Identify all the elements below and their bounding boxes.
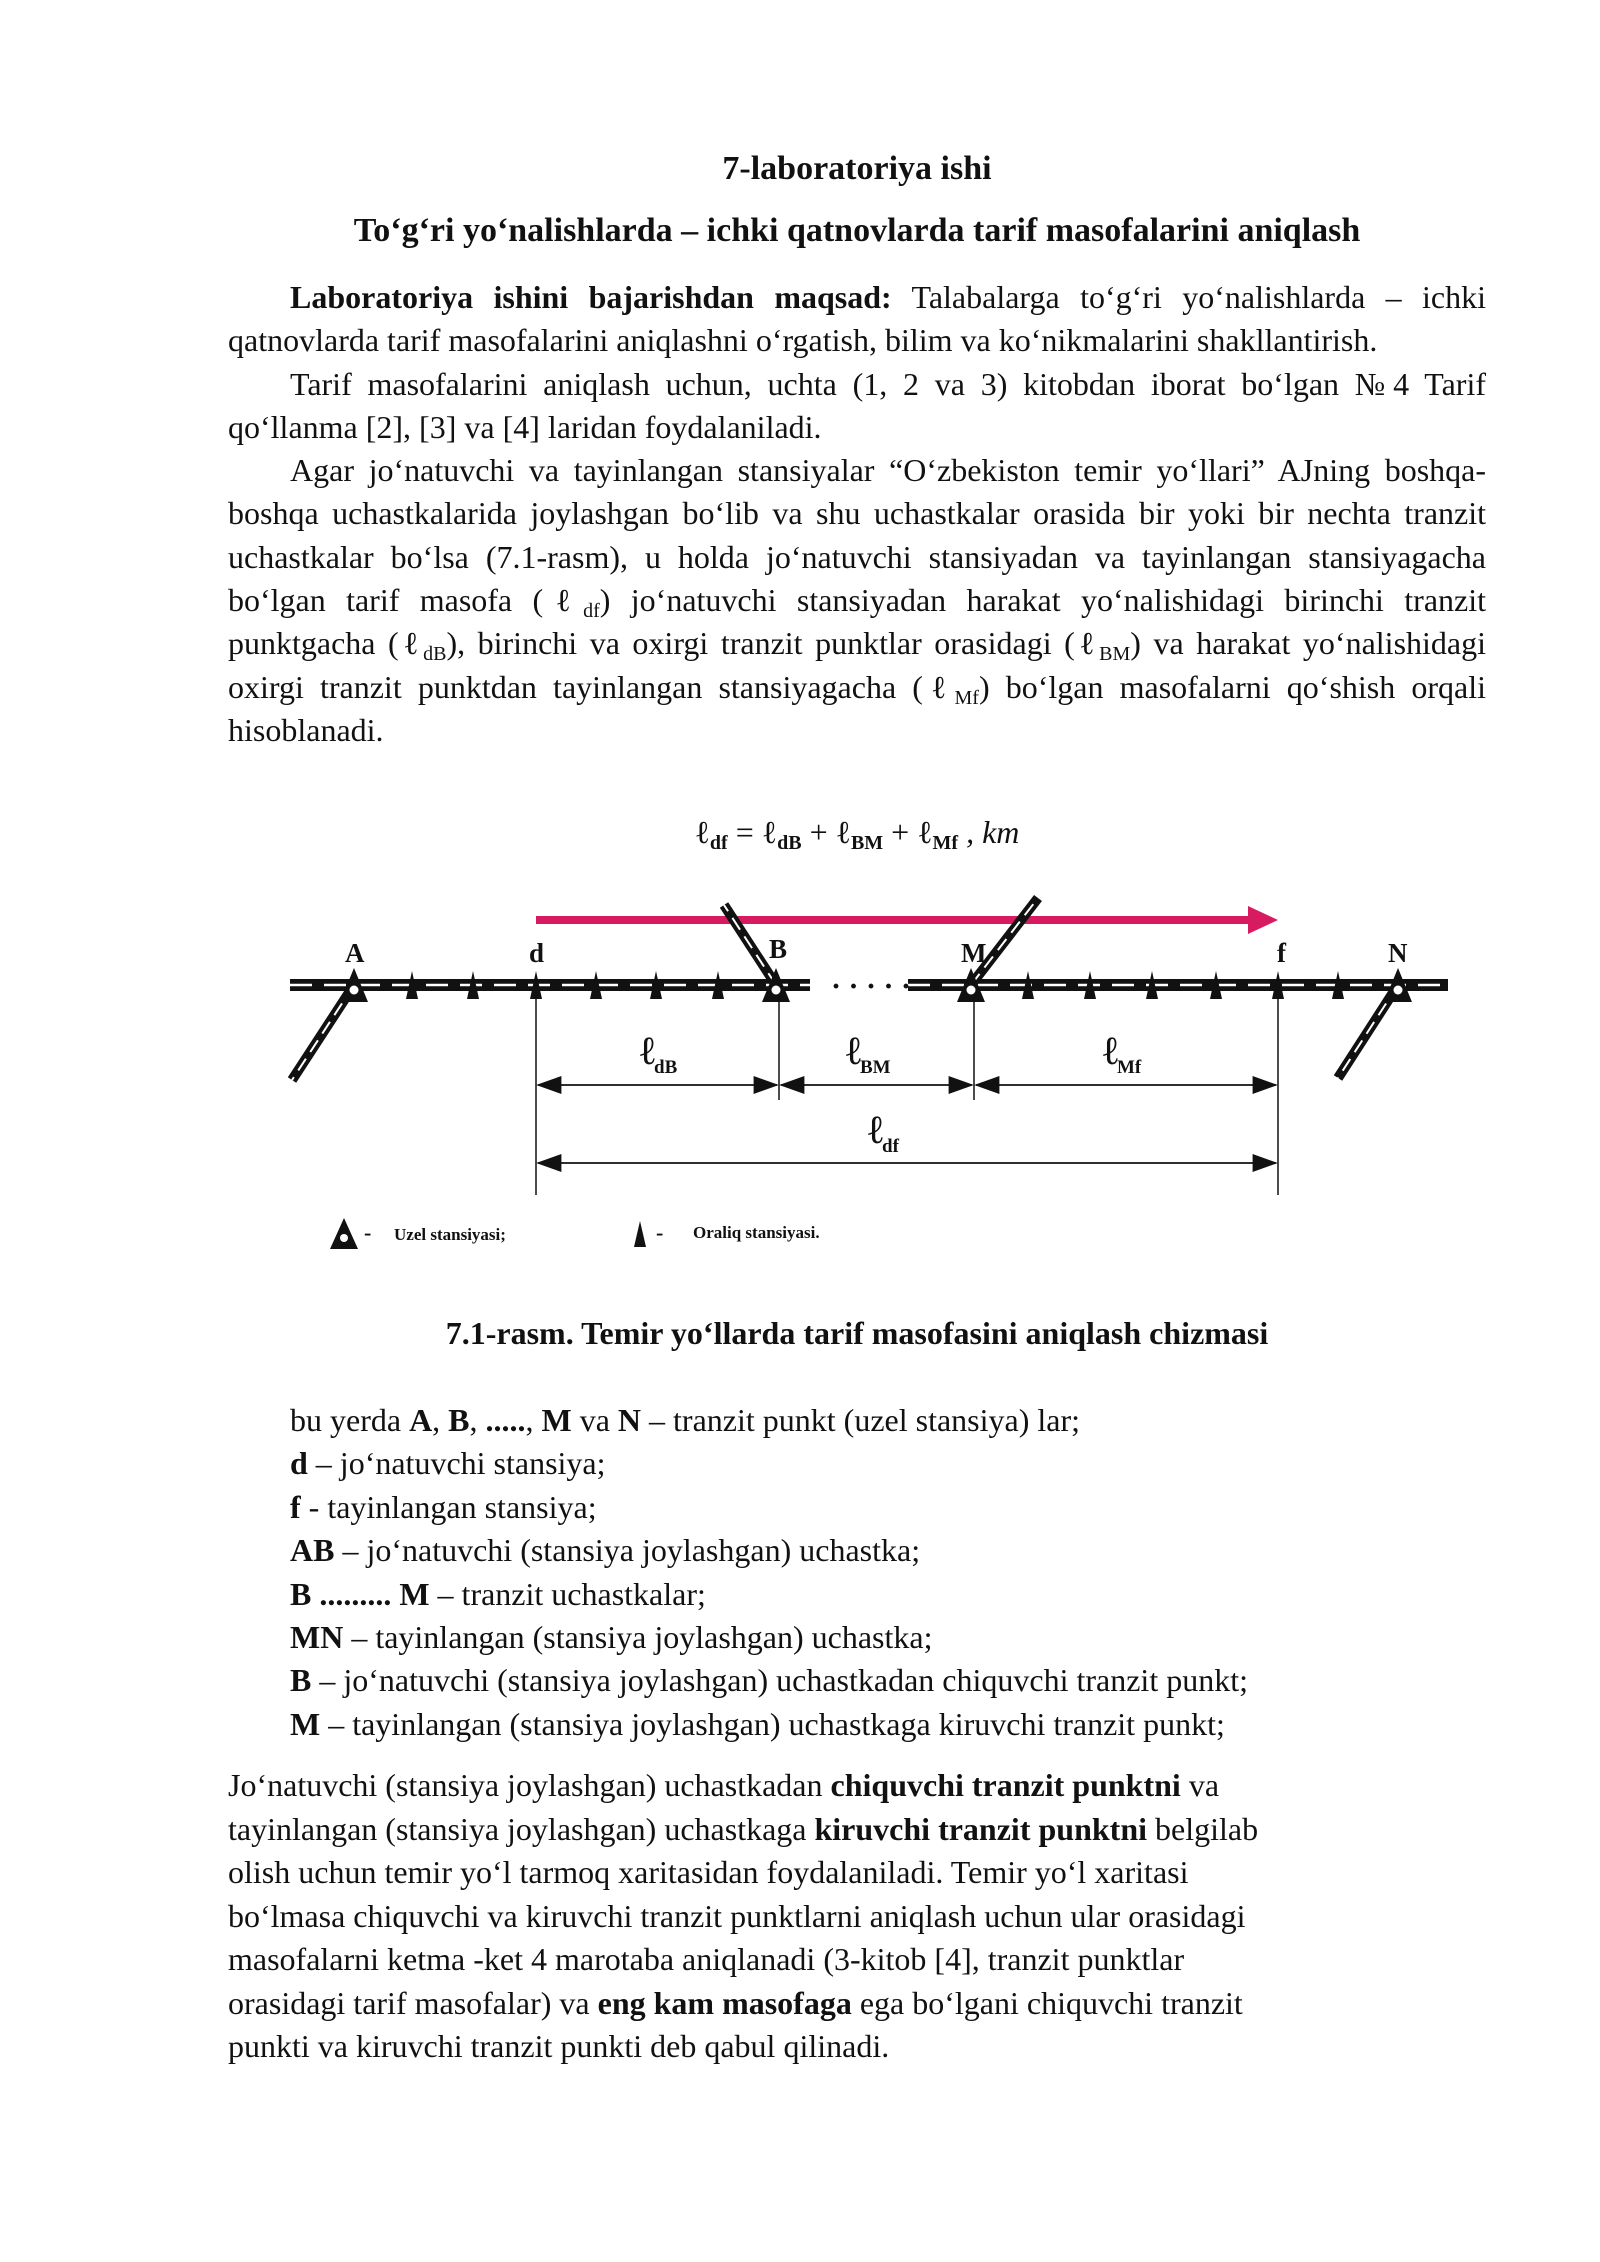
para3-part: ), birinchi va oxirgi tranzit punktlar orasidagi (ℓ [446, 625, 1100, 662]
formula-ell: ℓ [917, 814, 933, 850]
formula-op: + [801, 814, 836, 850]
diagram-legend [330, 1218, 820, 1249]
note-text: , [432, 1402, 449, 1438]
transit-dots: · · · · · [831, 970, 912, 1003]
para3-part: ) jo‘natuvchi stansiyadan harakat yo‘nalishidagi birinchi tranzit punktgacha (ℓ [228, 582, 1487, 662]
para3-part: ) va harakat yo‘nalishidagi oxirgi tranzit punktdan tayinlangan stansiyagacha (ℓ [228, 625, 1487, 705]
note-bold: B [290, 1662, 312, 1699]
para3-part: Agar jo‘natuvchi va tayinlangan stansiyalar “O‘zbekiston temir yo‘llari” AJning boshqa-boshqa uchastkalarida joylashgan bo‘lib va shu uchastkalar orasida bir yoki bir nechta tranzit uchastkalar bo‘lsa (7.1-rasm), u holda jo‘natuvchi stansiyadan va tayinlangan stansiyagacha bo‘lgan tarif masofa (ℓ [228, 452, 1486, 619]
final-text: Jo‘natuvchi (stansiya joylashgan) uchastkadan [228, 1767, 831, 1803]
note-bold: AB [290, 1532, 335, 1569]
final-text: va [1180, 1767, 1220, 1803]
dim-label-dB: dB [654, 1057, 678, 1078]
para3-part: ) bo‘lgan masofalarni qo‘shish orqali hisoblanadi. [228, 668, 1487, 748]
final-line: bo‘lmasa chiquvchi va kiruvchi tranzit punktlarni aniqlash uchun ular orasidagi [228, 1897, 1246, 1934]
sub-df: df [583, 600, 600, 623]
notation-item [290, 1529, 1248, 1572]
notation-item [290, 1399, 1248, 1442]
note-text: , [469, 1402, 486, 1438]
note-text: – jo‘natuvchi (stansiya joylashgan) uchastka; [334, 1532, 921, 1569]
legend-oraliq: Oraliq stansiyasi. [693, 1223, 820, 1242]
formula-ell: ℓ [835, 814, 851, 850]
note-text: – jo‘natuvchi (stansiya joylashgan) uchastkadan chiquvchi tranzit punkt; [311, 1662, 1248, 1699]
note-text: – tranzit punkt (uzel stansiya) lar; [641, 1402, 1080, 1438]
direction-arrow [536, 906, 1278, 934]
station-label-f: f [1277, 938, 1286, 968]
formula-sub: BM [850, 832, 884, 854]
dim-ell: ℓ [640, 1028, 655, 1073]
dim-ell: ℓ [868, 1107, 883, 1152]
sub-dB: dB [423, 643, 447, 666]
notation-item [290, 1573, 1248, 1616]
final-bold: kiruvchi tranzit punktni [814, 1810, 1147, 1847]
final-line: punkti va kiruvchi tranzit punkti deb qabul qilinadi. [228, 2028, 890, 2064]
note-bold: MN [290, 1619, 344, 1656]
station-label-N: N [1388, 938, 1408, 968]
note-bold: f [290, 1488, 301, 1525]
station-label-M: M [961, 938, 987, 968]
dimension-lines [538, 1085, 1276, 1163]
final-bold: eng kam masofaga [597, 1984, 852, 2021]
note-text: va [571, 1402, 618, 1438]
note-text: bu yerda [290, 1402, 410, 1438]
note-text: – jo‘natuvchi stansiya; [307, 1445, 606, 1482]
note-text: – tayinlangan (stansiya joylashgan) uchastka; [343, 1619, 933, 1656]
note-text: - tayinlangan stansiya; [300, 1488, 597, 1525]
formula-sub: df [709, 832, 728, 854]
sub-BM: BM [1099, 643, 1131, 666]
final-line: masofalarni ketma -ket 4 marotaba aniqlanadi (3-kitob [4], tranzit punktlar [228, 1941, 1185, 1977]
final-text: belgilab [1147, 1810, 1259, 1847]
note-text: , [525, 1402, 542, 1438]
notation-item [290, 1703, 1248, 1746]
paragraph-2: Tarif masofalarini aniqlash uchun, uchta (1, 2 va 3) kitobdan iborat bo‘lgan №4 Tarif qo‘llanma [2], [3] va [4] laridan foydalaniladi. [228, 365, 1486, 445]
goal-text: Talabalarga to‘g‘ri yo‘nalishlarda – ichki qatnovlarda tarif masofalarini aniqlashni o‘rgatish, bilim va ko‘nikmalarini shakllantirish. [228, 279, 1487, 359]
final-text: ega bo‘lgani chiquvchi tranzit [851, 1984, 1243, 2021]
legend-dash: - [656, 1220, 664, 1245]
final-line [228, 1982, 1486, 2026]
topic-title: To‘g‘ri yo‘nalishlarda – ichki qatnovlarda tarif masofalarini aniqlash [353, 212, 1361, 249]
dim-label-df: df [882, 1136, 899, 1157]
formula-op: + [883, 814, 918, 850]
note-bold: ..... [485, 1402, 526, 1438]
dim-ell: ℓ [1103, 1028, 1118, 1073]
intermediate-station-icon [634, 1221, 646, 1247]
note-bold: M [541, 1402, 572, 1438]
note-text: – tayinlangan (stansiya joylashgan) uchastkaga kiruvchi tranzit punkt; [320, 1705, 1225, 1742]
legend-uzel: Uzel stansiyasi; [394, 1225, 506, 1244]
sub-Mf: Mf [954, 686, 979, 709]
notation-item [290, 1442, 1248, 1485]
final-line [228, 1764, 1486, 1808]
formula-unit: , km [958, 814, 1020, 850]
notation-list [290, 1399, 1248, 1746]
dim-label-BM: BM [860, 1057, 891, 1078]
junction-station-icon [330, 1218, 358, 1249]
note-bold: B ......... M [290, 1575, 430, 1612]
legend-dash: - [364, 1220, 372, 1245]
note-bold: d [290, 1445, 308, 1482]
note-bold: M [290, 1705, 321, 1742]
figure-caption: 7.1-rasm. Temir yo‘llarda tarif masofasini aniqlash chizmasi [445, 1315, 1269, 1351]
final-text: orasidagi tarif masofalar) va [228, 1984, 598, 2021]
formula-op: = [727, 814, 762, 850]
railway-diagram [228, 0, 1486, 1300]
final-text: tayinlangan (stansiya joylashgan) uchastkaga [228, 1810, 815, 1847]
note-bold: A [409, 1402, 433, 1438]
note-text: – tranzit uchastkalar; [429, 1575, 706, 1612]
note-bold: N [617, 1402, 642, 1438]
formula-ell: ℓ [694, 814, 710, 850]
final-line: olish uchun temir yo‘l tarmoq xaritasidan foydalaniladi. Temir yo‘l xaritasi [228, 1854, 1189, 1890]
notation-item [290, 1659, 1248, 1702]
station-label-A: A [345, 938, 365, 968]
formula-sub: dB [777, 832, 802, 854]
dim-label-Mf: Mf [1117, 1057, 1142, 1078]
station-label-B: B [769, 934, 788, 964]
notation-item [290, 1616, 1248, 1659]
station-label-d: d [529, 938, 545, 968]
formula-sub: Mf [932, 832, 959, 854]
final-bold: chiquvchi tranzit punktni [830, 1767, 1181, 1803]
lab-title: 7-laboratoriya ishi [722, 150, 992, 187]
final-line [228, 1808, 1486, 1852]
note-bold: B [448, 1402, 470, 1438]
dim-ell: ℓ [846, 1028, 861, 1073]
final-paragraph [228, 1764, 1486, 2069]
formula-ell: ℓ [761, 814, 778, 850]
goal-label: Laboratoriya ishini bajarishdan maqsad: [290, 279, 892, 315]
notation-item [290, 1486, 1248, 1529]
